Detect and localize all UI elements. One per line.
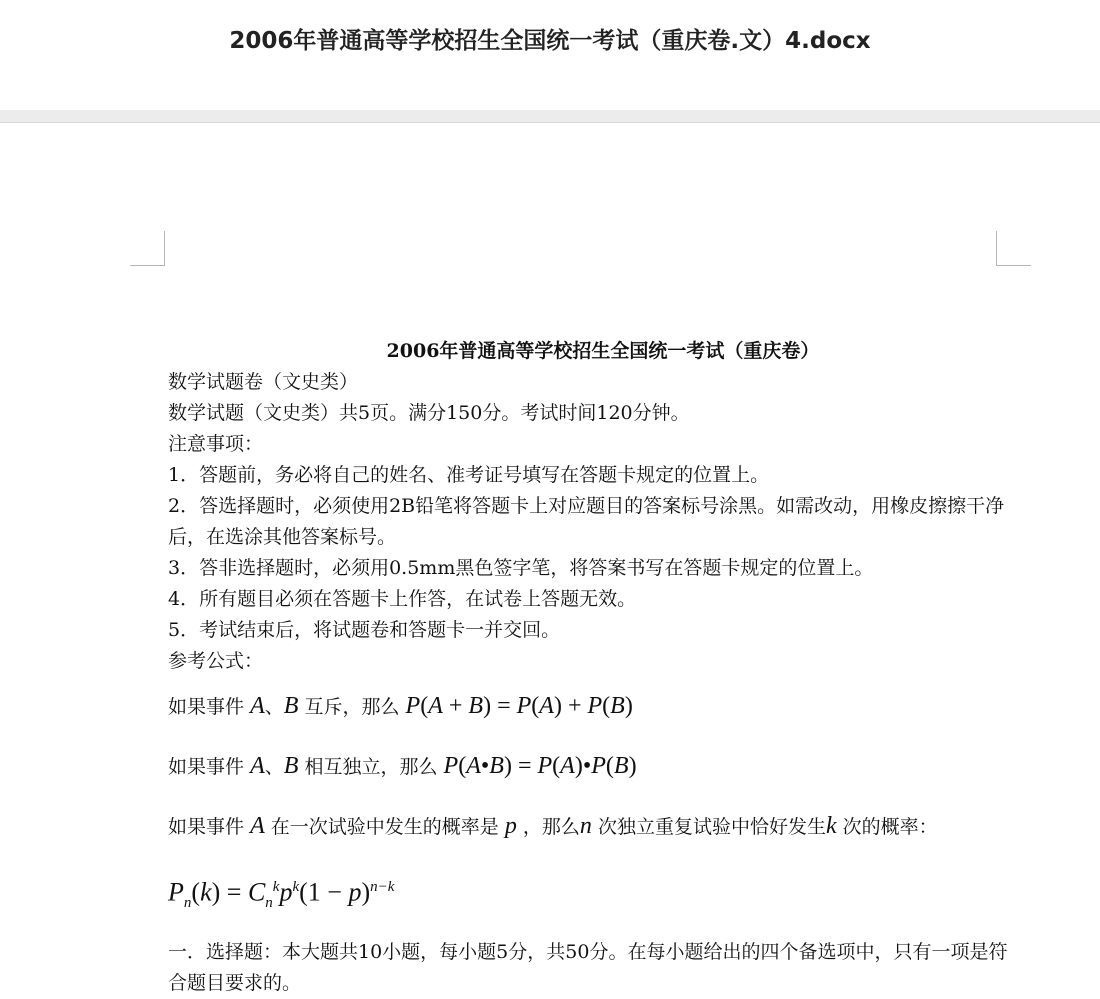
page-content	[168, 336, 1008, 999]
formula-label: 参考公式：	[168, 650, 264, 672]
notice-item: 4．所有题目必须在答题卡上作答，在试卷上答题无效。	[168, 588, 637, 610]
formula-mutually-exclusive: 如果事件 A、B 互斥，那么 P(A + B) = P(A) + P(B)	[168, 693, 633, 719]
title-bar	[0, 0, 1100, 110]
section-choice-heading: 一．选择题：本大题共10小题，每小题5分，共50分。在每小题给出的四个备选项中，只有一项是符合题目要求的。	[168, 940, 1008, 994]
binomial-formula: $P_n(k) = C_n^kp^k(1 - p)^{n-k}$	[168, 877, 395, 911]
notice-label: 注意事项：	[168, 433, 264, 455]
notice-item: 2．答选择题时，必须使用2B铅笔将答题卡上对应题目的答案标号涂黑。如需改动，用橡皮擦擦干净后，在选涂其他答案标号。	[168, 495, 1005, 548]
page-gap	[0, 110, 1100, 123]
math-a: A	[250, 693, 265, 719]
notice-item: 1．答题前，务必将自己的姓名、准考证号填写在答题卡规定的位置上。	[168, 464, 770, 486]
document-page[interactable]	[0, 123, 1100, 994]
math-b: B	[283, 693, 299, 719]
formula-independent: 如果事件 A、B 相互独立，那么 P(A•B) = P(A)•P(B)	[168, 753, 637, 779]
margin-corner-right	[996, 231, 1031, 266]
document-title: 2006年普通高等学校招生全国统一考试（重庆卷.文）4.docx	[229, 28, 871, 54]
math-formula: P	[405, 693, 421, 719]
exam-heading: 2006年普通高等学校招生全国统一考试（重庆卷）	[386, 340, 820, 362]
notice-item: 5．考试结束后，将试题卷和答题卡一并交回。	[168, 619, 561, 641]
notice-item: 3．答非选择题时，必须用0.5mm黑色签字笔，将答案书写在答题卡规定的位置上。	[168, 557, 874, 579]
margin-corner-left	[130, 231, 165, 266]
exam-subtitle: 数学试题卷（文史类）	[168, 371, 359, 393]
exam-intro: 数学试题（文史类）共5页。满分150分。考试时间120分钟。	[168, 402, 690, 424]
formula-probability-text: 如果事件 A 在一次试验中发生的概率是 p ，那么n 次独立重复试验中恰好发生k 次的概率：	[168, 813, 938, 839]
